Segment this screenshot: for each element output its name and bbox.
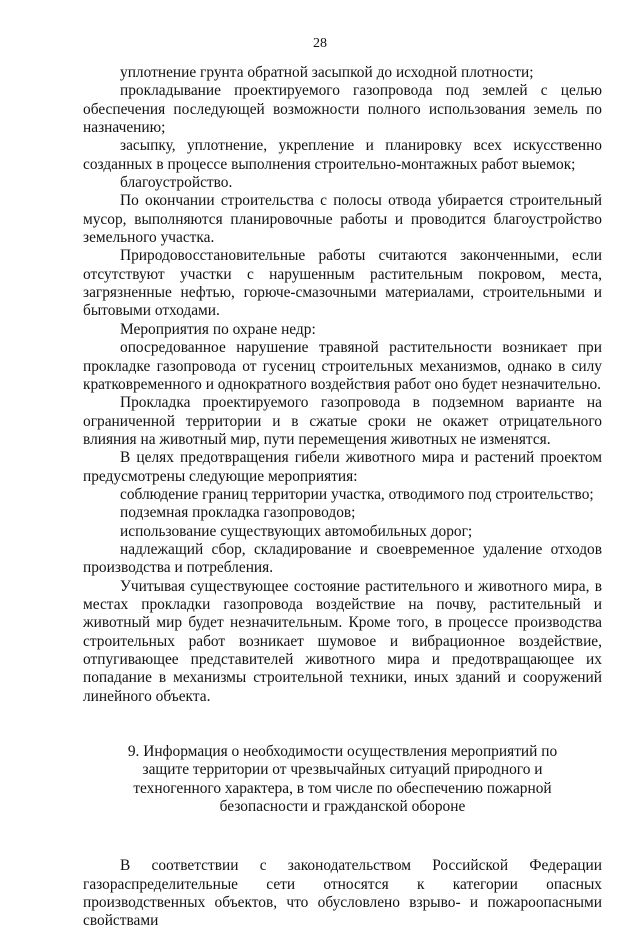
paragraph: уплотнение грунта обратной засыпкой до исходной плотности; (120, 64, 534, 81)
paragraph: По окончании строительства с полосы отвода убирается строительный мусор, выполняются планировочные работы и проводится благоустройство земельного участка. (83, 192, 602, 247)
list-item: подземная прокладка газопроводов; (120, 504, 356, 522)
section-heading-line: безопасности и гражданской обороне (219, 798, 466, 816)
list-item: соблюдение границ территории участка, отводимого под строительство; (120, 485, 594, 503)
paragraph: В соответствии с законодательством Российской Федерации газораспределительные сети относятся к категории опасных производственных объектов, что обусловлено взрыво- и пожароопасными свойствами (83, 857, 602, 930)
paragraph: В целях предотвращения гибели животного мира и растений проектом предусмотрены следующие мероприятия: (83, 449, 602, 485)
paragraph: Природовосстановительные работы считаются законченными, если отсутствуют участки с нарушенным растительным покровом, места, загрязненные нефтью, горюче-смазочными материалами, строительными и бытовыми отходами. (83, 247, 602, 320)
page-body (83, 64, 602, 931)
paragraph: Мероприятия по охране недр: (120, 320, 316, 338)
page-number: 28 (313, 36, 327, 51)
section-heading (83, 743, 602, 816)
section-heading-line: 9. Информация о необходимости осуществления мероприятий по (127, 743, 558, 761)
list-item: надлежащий сбор, складирование и своевременное удаление отходов производства и потребления. (83, 540, 602, 577)
paragraph: Прокладка проектируемого газопровода в подземном варианте на ограниченной территории и в сжатые сроки не окажет отрицательного влияния на животный мир, пути перемещения животных не изменятся. (83, 394, 602, 448)
paragraph: прокладывание проектируемого газопровода под землей с целью обеспечения последующей возможности полного использования земель по назначению; (83, 82, 602, 137)
paragraph: Учитывая существующее состояние растительного и животного мира, в местах прокладки газопровода воздействие на почву, растительный и животный мир будет незначительным. Кроме того, в процессе производства строительных работ возникает шумовое и вибрационное воздействие, отпугивающее представителей животного мира и предотвращающее их попадание в механизмы строительной техники, иных зданий и сооружений линейного объекта. (83, 577, 602, 705)
section-heading-line: техногенного характера, в том числе по обеспечению пожарной (133, 779, 552, 797)
paragraph: благоустройство. (120, 174, 233, 192)
paragraph: засыпку, уплотнение, укрепление и планировку всех искусственно созданных в процессе выполнения строительно-монтажных работ выемок; (83, 137, 602, 173)
section-heading-line: защите территории от чрезвычайных ситуаций природного и (142, 761, 543, 779)
paragraph: опосредованное нарушение травяной растительности возникает при прокладке газопровода от гусениц строительных механизмов, однако в силу кратковременного и однократного воздействия работ оно будет незначительно. (83, 339, 602, 393)
list-item: использование существующих автомобильных дорог; (120, 522, 473, 540)
